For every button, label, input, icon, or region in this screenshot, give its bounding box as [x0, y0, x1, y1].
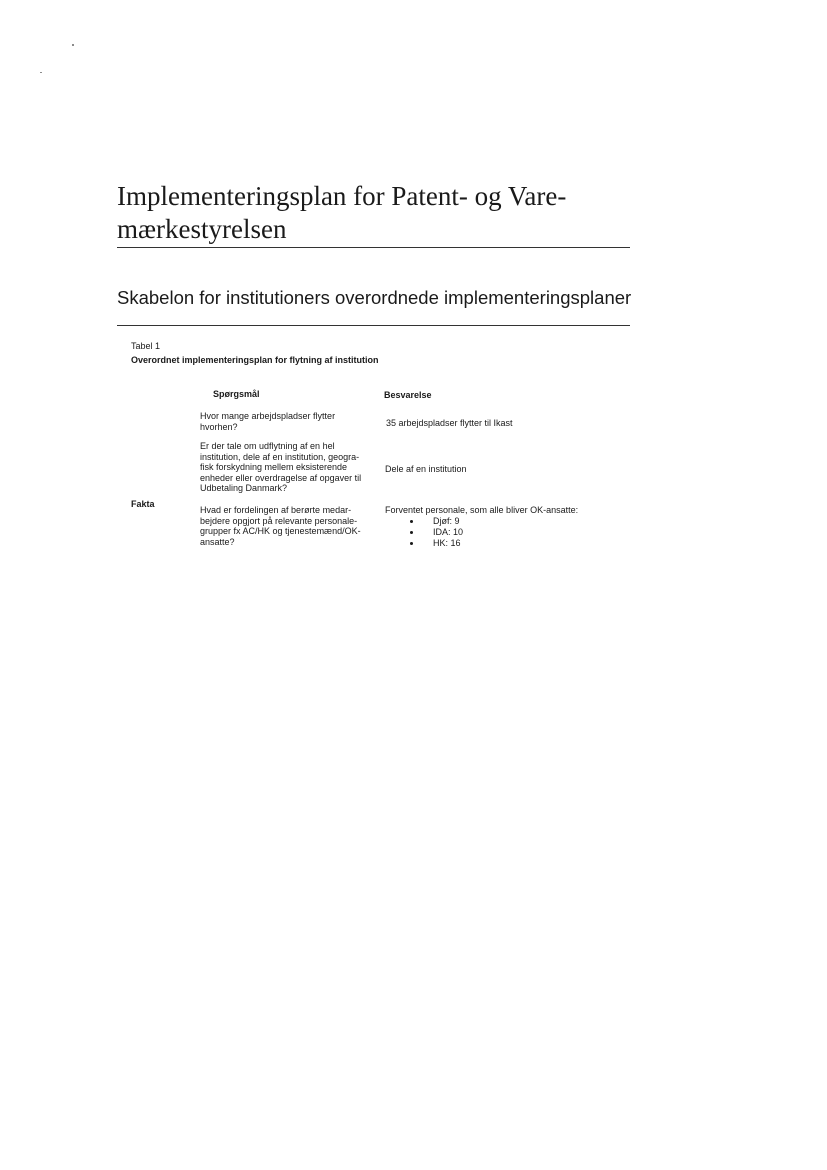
title-divider: [117, 247, 630, 248]
bullet-icon: [410, 520, 413, 523]
list-item: [385, 538, 463, 549]
bullet-text: HK: 16: [433, 538, 461, 548]
bullet-icon: [410, 531, 413, 534]
table-row-3-answer: Forventet personale, som alle bliver OK-ansatte:: [385, 505, 579, 515]
bullet-icon: [410, 542, 413, 545]
table-label: Tabel 1: [131, 341, 161, 351]
table-caption: Overordnet implementeringsplan for flytning af institution: [131, 355, 379, 365]
scan-speck: [72, 44, 74, 46]
column-header-question: Spørgsmål: [213, 389, 260, 399]
table-row-3-question: Hvad er fordelingen af berørte medar- bejdere opgjort på relevante personale- grupper fx AC/HK og tjenestemænd/OK- ansatte?: [200, 505, 361, 547]
personnel-bullet-list: [385, 516, 463, 549]
page-title: Implementeringsplan for Patent- og Vare- mærkestyrelsen: [117, 181, 567, 244]
table-row-1-question: Hvor mange arbejdspladser flytter hvorhen?: [200, 411, 336, 432]
table-row-1-answer: 35 arbejdspladser flytter til Ikast: [386, 418, 513, 428]
section-label-fakta: Fakta: [131, 499, 155, 509]
column-header-answer: Besvarelse: [384, 390, 432, 400]
table-row-2-answer: Dele af en institution: [385, 464, 467, 474]
subtitle-divider: [117, 325, 630, 326]
page-subtitle: Skabelon for institutioners overordnede implementeringsplaner: [117, 287, 632, 308]
list-item: [385, 527, 463, 538]
list-item: [385, 516, 463, 527]
scan-speck: [40, 72, 42, 73]
table-row-2-question: Er der tale om udflytning af en hel institution, dele af en institution, geogra- fisk forskydning mellem eksisterende enheder eller overdragelse af opgaver til Udbetaling Danmark?: [200, 441, 362, 493]
bullet-text: IDA: 10: [433, 527, 464, 537]
bullet-text: Djøf: 9: [433, 516, 460, 526]
